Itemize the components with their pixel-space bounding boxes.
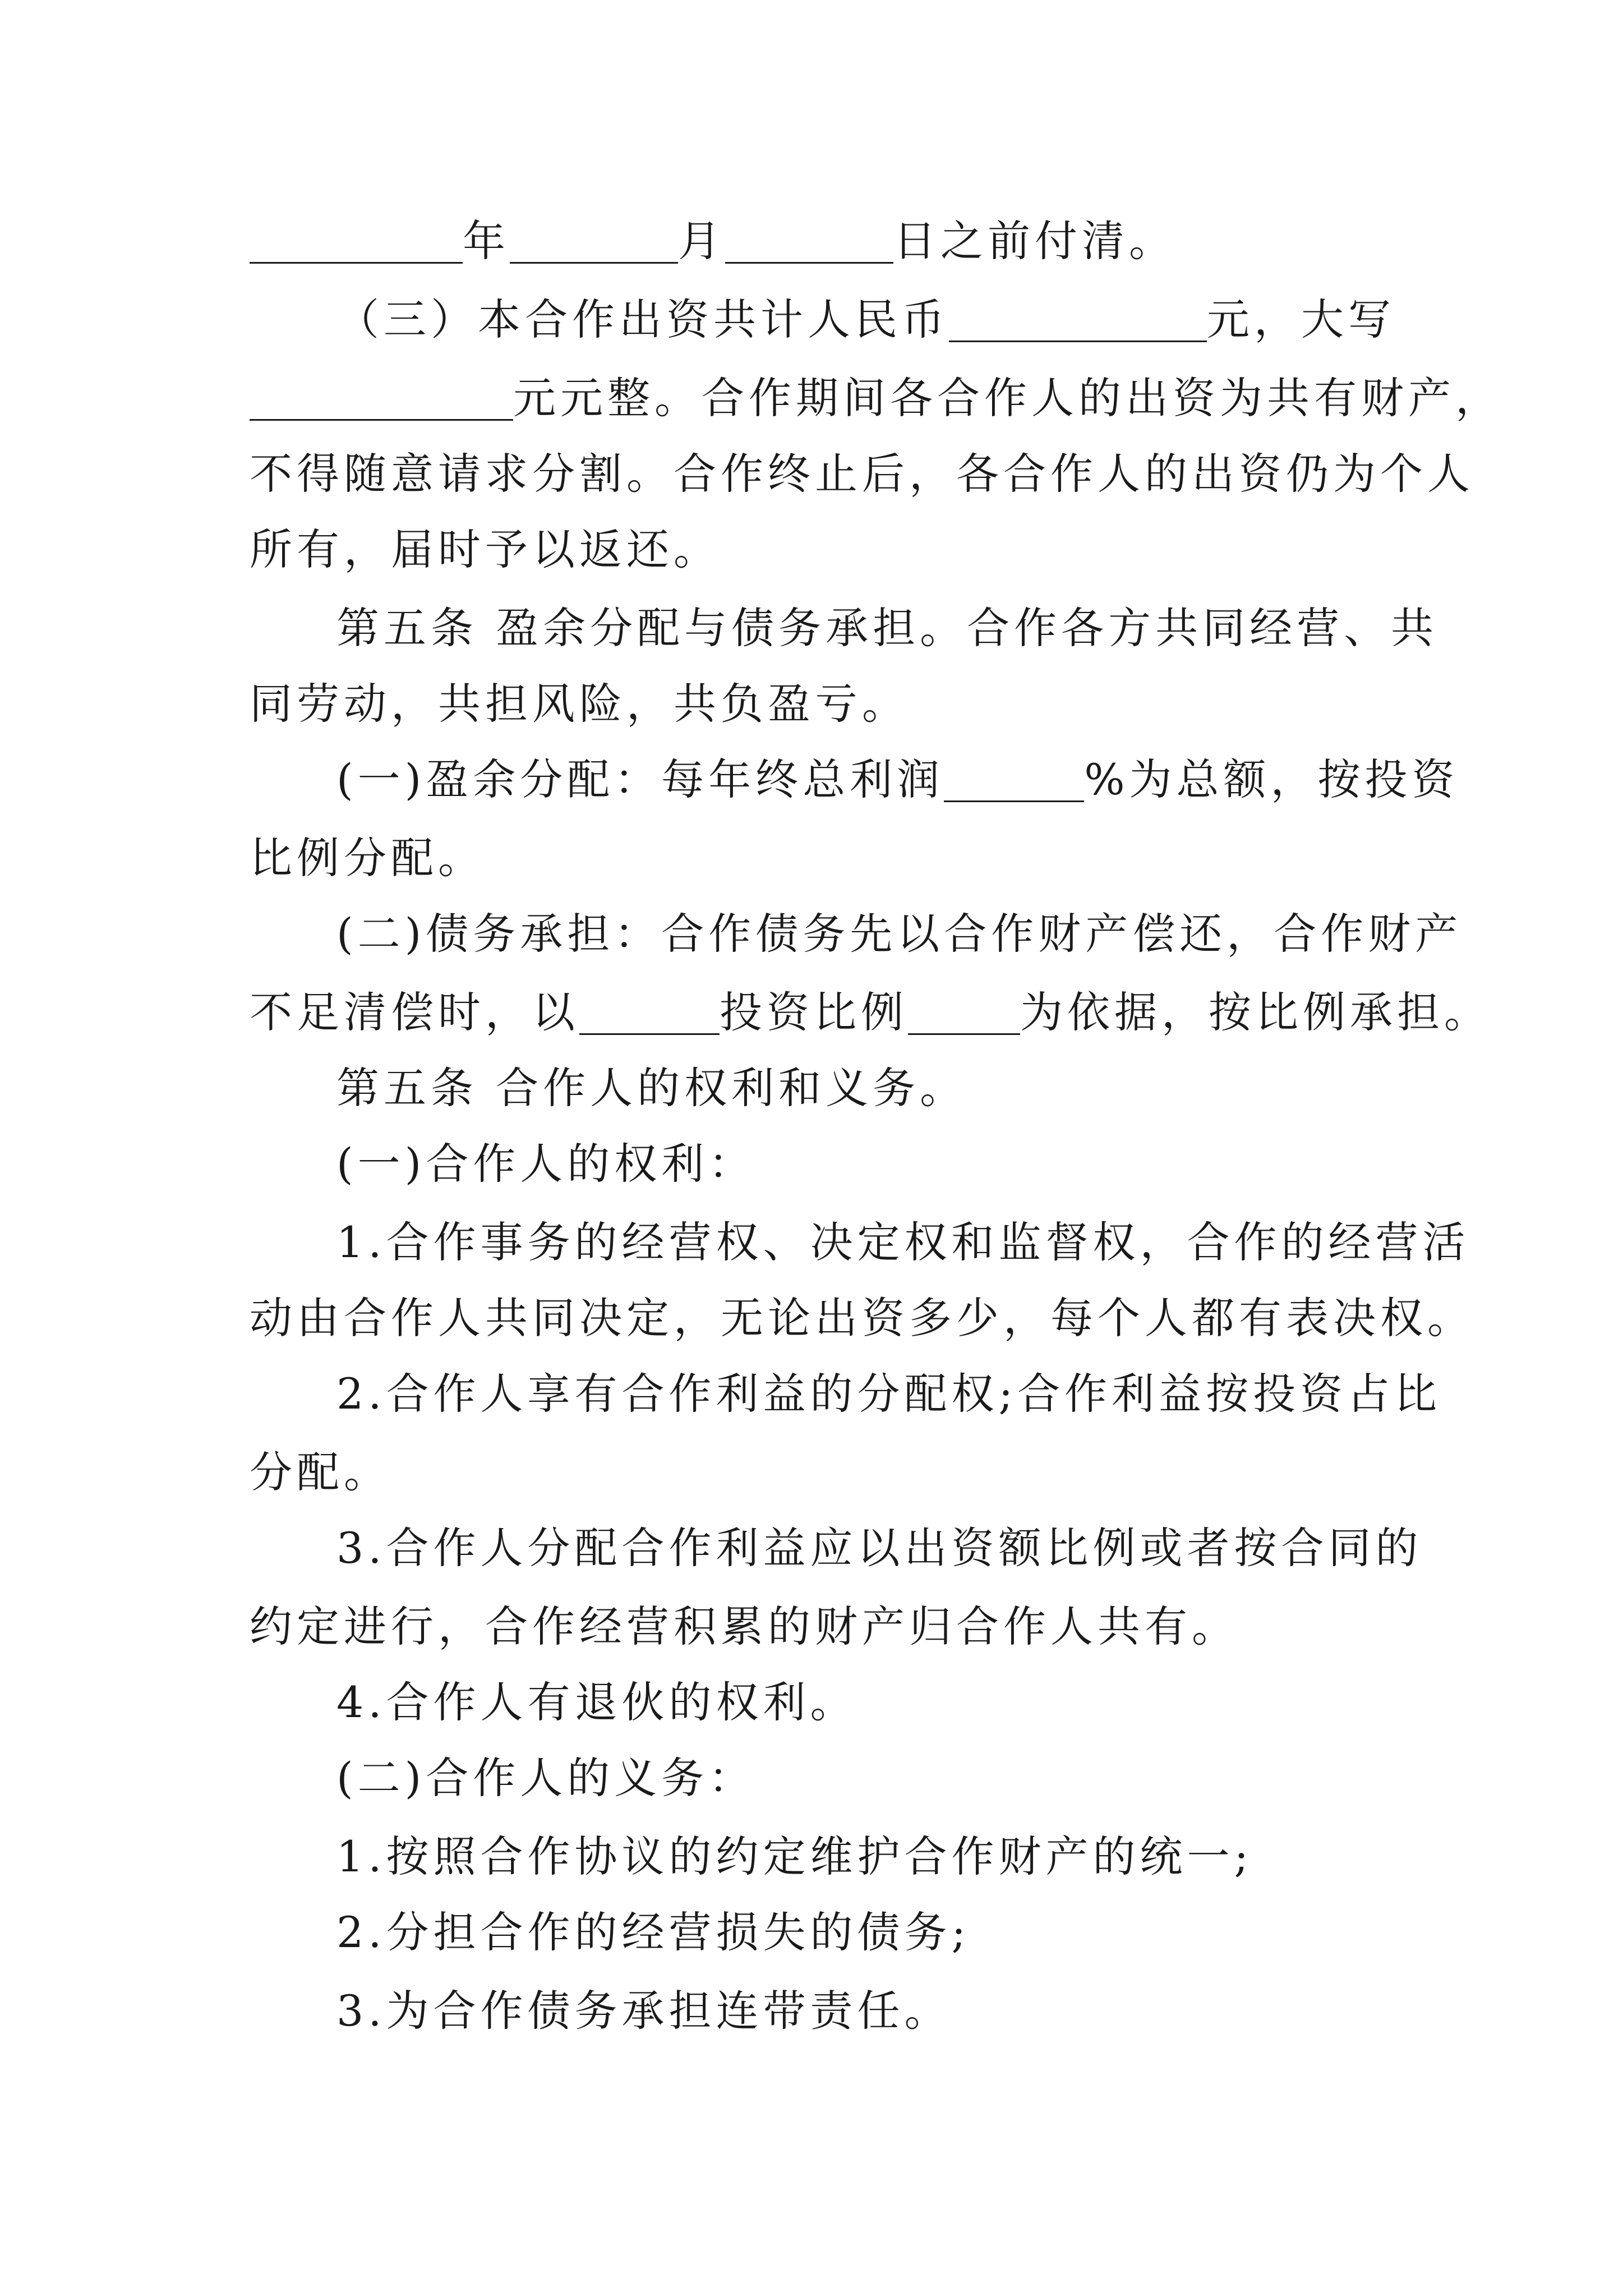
- text-fragment: (一)盈余分配：每年终总利润: [336, 754, 944, 804]
- text-line-total-investment: [336, 286, 1395, 353]
- blank-day: [725, 217, 893, 264]
- article-heading-profit-distribution: 第五条 盈余分配与债务承担。合作各方共同经营、共: [336, 603, 1438, 653]
- text-line: 分配。: [250, 1447, 391, 1497]
- text-fragment: 投资比例: [720, 987, 908, 1037]
- text-fragment: 为依据，按比例承担。: [1020, 987, 1491, 1037]
- blank-month: [510, 217, 678, 264]
- list-item: 1.按照合作协议的约定维护合作财产的统一;: [336, 1832, 1253, 1881]
- list-item: 2.合作人享有合作利益的分配权;合作利益按投资占比: [336, 1369, 1442, 1419]
- blank-amount: [949, 296, 1207, 342]
- blank-profit-percent: [944, 756, 1084, 802]
- text-line: 所有，届时予以返还。: [250, 524, 721, 574]
- list-item: 4.合作人有退伙的权利。: [336, 1677, 857, 1727]
- text-line: 约定进行，合作经营积累的财产归合作人共有。: [250, 1602, 1239, 1651]
- text-line-amount-in-words: [250, 365, 1502, 432]
- text-fragment: 月: [678, 216, 725, 266]
- text-fragment: 年: [463, 216, 510, 266]
- text-line-debt-ratio: [250, 979, 1491, 1046]
- text-fragment: 日之前付清。: [893, 216, 1176, 266]
- section-heading-obligations: (二)合作人的义务：: [336, 1753, 756, 1803]
- text-line-payment-date: [250, 208, 1388, 275]
- list-item: 2.分担合作的经营损失的债务;: [336, 1907, 971, 1957]
- text-line: 比例分配。: [250, 833, 485, 883]
- text-fragment: 不足清偿时，以: [250, 987, 579, 1037]
- blank-amount-in-words: [250, 374, 513, 421]
- text-line: 同劳动，共担风险，共负盈亏。: [250, 679, 909, 729]
- text-line-debt-bearing: (二)债务承担：合作债务先以合作财产偿还，合作财产: [336, 909, 1463, 959]
- text-fragment: 元元整。合作期间各合作人的出资为共有财产，: [513, 373, 1502, 423]
- text-line: 不得随意请求分割。合作终止后，各合作人的出资仍为个人: [250, 449, 1474, 499]
- text-fragment: （三）本合作出资共计人民币: [336, 295, 949, 344]
- blank-ratio-before: [579, 988, 720, 1035]
- list-item: 1.合作事务的经营权、决定权和监督权，合作的经营活: [336, 1217, 1470, 1267]
- blank-year: [250, 217, 463, 264]
- text-line-profit-distribution: [336, 746, 1459, 813]
- blank-ratio-after: [908, 988, 1020, 1035]
- list-item: 3.合作人分配合作利益应以出资额比例或者按合同的: [336, 1523, 1423, 1573]
- section-heading-rights: (一)合作人的权利：: [336, 1139, 756, 1189]
- text-line: 动由合作人共同决定，无论出资多少，每个人都有表决权。: [250, 1293, 1474, 1343]
- article-heading-rights-obligations: 第五条 合作人的权利和义务。: [336, 1063, 967, 1113]
- text-fragment: %为总额，按投资: [1084, 754, 1459, 804]
- list-item: 3.为合作债务承担连带责任。: [336, 1986, 952, 2036]
- text-fragment: 元，大写: [1207, 295, 1395, 344]
